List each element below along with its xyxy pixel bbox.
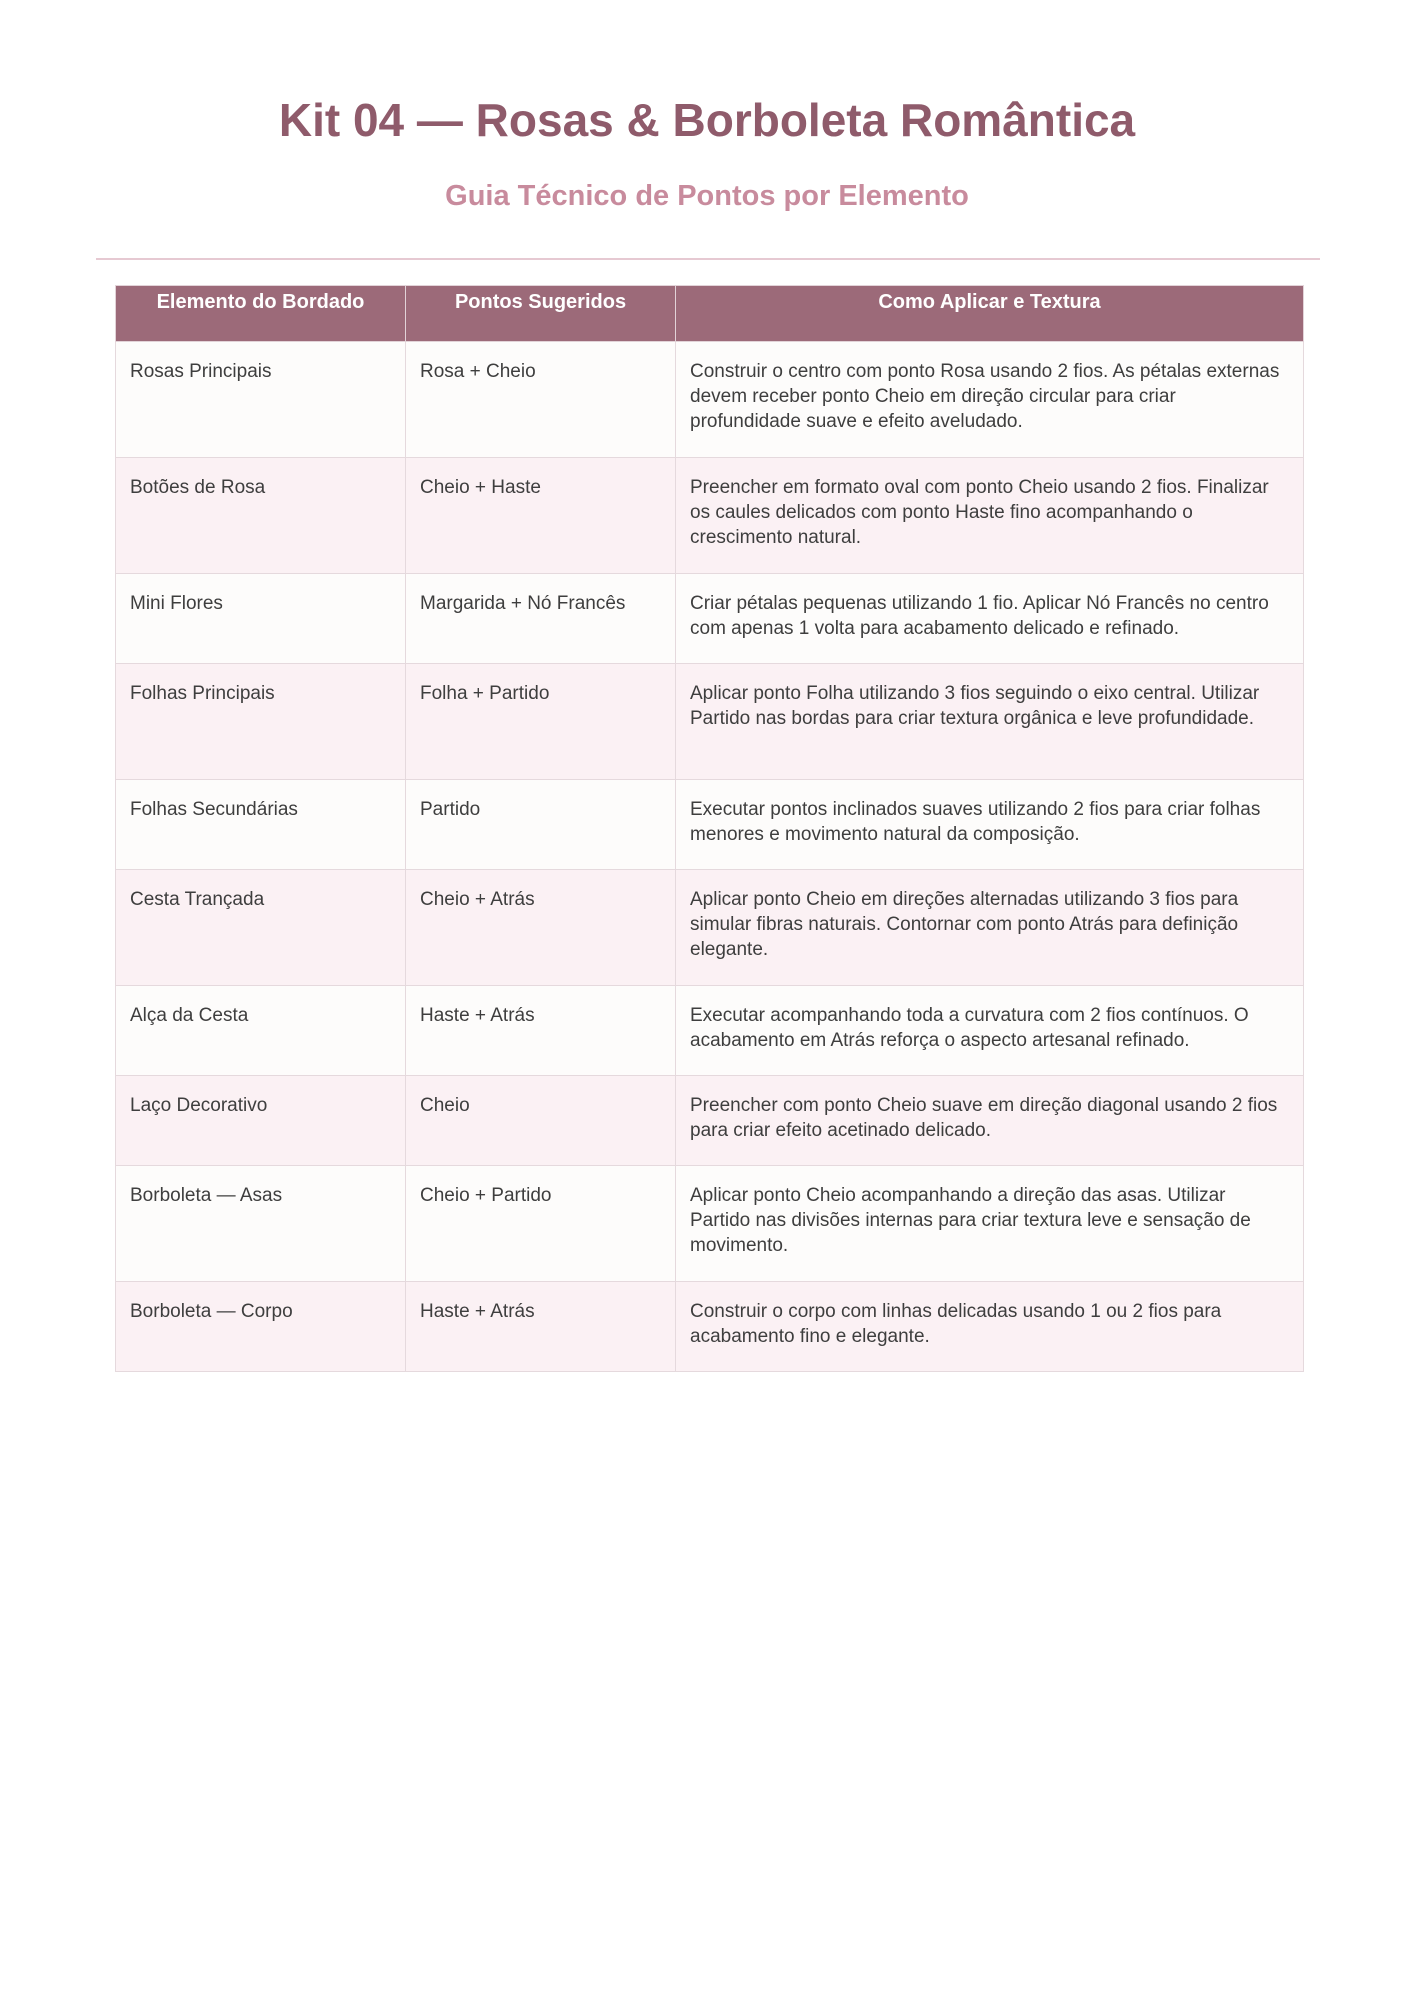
- cell-pontos: Cheio + Atrás: [406, 870, 676, 986]
- cell-pontos: Margarida + Nó Francês: [406, 574, 676, 664]
- cell-elemento: Folhas Secundárias: [116, 780, 406, 870]
- cell-pontos: Cheio + Partido: [406, 1166, 676, 1282]
- table-row: [116, 1166, 1304, 1282]
- table-header-row: [116, 286, 1304, 342]
- document-title: Kit 04 — Rosas & Borboleta Romântica: [278, 94, 1136, 146]
- title-divider: [96, 258, 1320, 260]
- cell-elemento: Folhas Principais: [116, 664, 406, 780]
- cell-elemento: Alça da Cesta: [116, 986, 406, 1076]
- cell-elemento: Botões de Rosa: [116, 458, 406, 574]
- cell-elemento: Cesta Trançada: [116, 870, 406, 986]
- cell-como-aplicar: Construir o centro com ponto Rosa usando 2 fios. As pétalas externas devem receber ponto Cheio em direção circular para criar profundidade suave e efeito aveludado.: [676, 342, 1304, 458]
- cell-pontos: Folha + Partido: [406, 664, 676, 780]
- cell-pontos: Rosa + Cheio: [406, 342, 676, 458]
- table-row: [116, 574, 1304, 664]
- cell-pontos: Haste + Atrás: [406, 1282, 676, 1372]
- table-row: [116, 1076, 1304, 1166]
- cell-como-aplicar: Aplicar ponto Cheio acompanhando a direção das asas. Utilizar Partido nas divisões internas para criar textura leve e sensação de movimento.: [676, 1166, 1304, 1282]
- table-row: [116, 664, 1304, 780]
- cell-pontos: Cheio + Haste: [406, 458, 676, 574]
- table-row: [116, 870, 1304, 986]
- document-subtitle: Guia Técnico de Pontos por Elemento: [445, 180, 969, 212]
- cell-elemento: Borboleta — Corpo: [116, 1282, 406, 1372]
- table-row: [116, 458, 1304, 574]
- cell-como-aplicar: Aplicar ponto Cheio em direções alternadas utilizando 3 fios para simular fibras naturais. Contornar com ponto Atrás para definição elegante.: [676, 870, 1304, 986]
- cell-como-aplicar: Aplicar ponto Folha utilizando 3 fios seguindo o eixo central. Utilizar Partido nas bordas para criar textura orgânica e leve profundidade.: [676, 664, 1304, 780]
- column-header-como-aplicar: Como Aplicar e Textura: [676, 286, 1304, 342]
- cell-como-aplicar: Executar pontos inclinados suaves utilizando 2 fios para criar folhas menores e movimento natural da composição.: [676, 780, 1304, 870]
- cell-como-aplicar: Criar pétalas pequenas utilizando 1 fio. Aplicar Nó Francês no centro com apenas 1 volta para acabamento delicado e refinado.: [676, 574, 1304, 664]
- cell-pontos: Cheio: [406, 1076, 676, 1166]
- cell-elemento: Rosas Principais: [116, 342, 406, 458]
- cell-como-aplicar: Preencher em formato oval com ponto Cheio usando 2 fios. Finalizar os caules delicados com ponto Haste fino acompanhando o crescimento natural.: [676, 458, 1304, 574]
- cell-elemento: Borboleta — Asas: [116, 1166, 406, 1282]
- column-header-elemento: Elemento do Bordado: [116, 286, 406, 342]
- stitch-guide-table: [115, 285, 1304, 1372]
- cell-elemento: Laço Decorativo: [116, 1076, 406, 1166]
- table-row: [116, 1282, 1304, 1372]
- cell-como-aplicar: Preencher com ponto Cheio suave em direção diagonal usando 2 fios para criar efeito acetinado delicado.: [676, 1076, 1304, 1166]
- column-header-pontos: Pontos Sugeridos: [406, 286, 676, 342]
- table-row: [116, 986, 1304, 1076]
- cell-elemento: Mini Flores: [116, 574, 406, 664]
- table-row: [116, 342, 1304, 458]
- table-row: [116, 780, 1304, 870]
- cell-pontos: Partido: [406, 780, 676, 870]
- cell-como-aplicar: Executar acompanhando toda a curvatura com 2 fios contínuos. O acabamento em Atrás reforça o aspecto artesanal refinado.: [676, 986, 1304, 1076]
- cell-como-aplicar: Construir o corpo com linhas delicadas usando 1 ou 2 fios para acabamento fino e elegante.: [676, 1282, 1304, 1372]
- cell-pontos: Haste + Atrás: [406, 986, 676, 1076]
